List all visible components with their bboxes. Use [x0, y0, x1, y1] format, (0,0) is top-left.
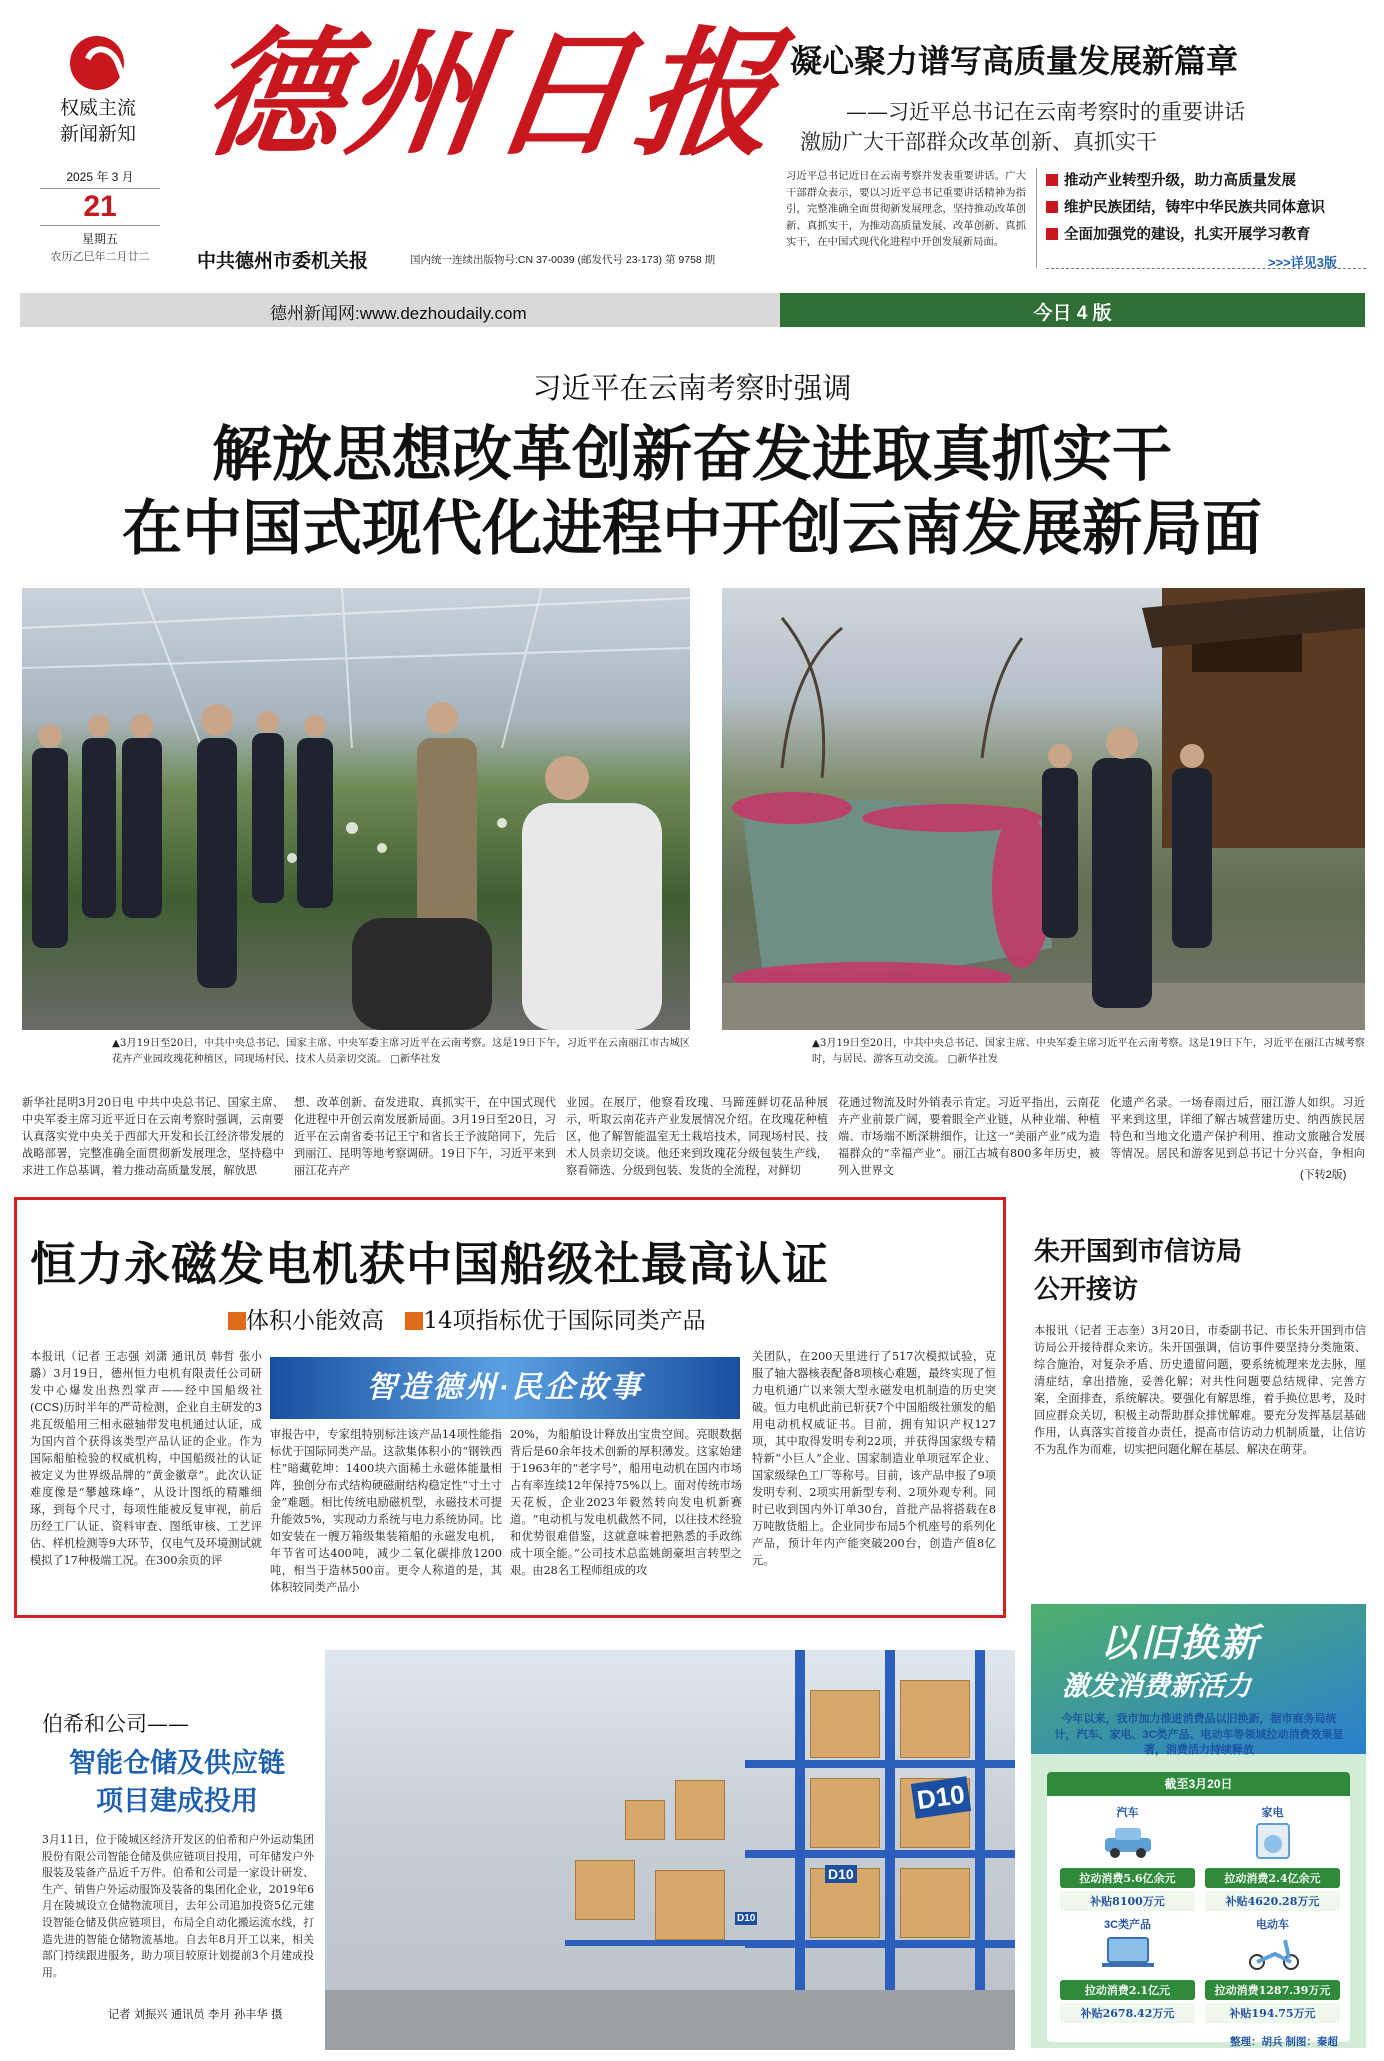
top-story-summary: 习近平总书记近日在云南考察并发表重要讲话。广大干部群众表示，要以习近平总书记重要讲话精神为指引，完整准确全面贯彻新发展理念，坚持推动改革创新、真抓实干，为推动高质量发展、改革创新、真抓实干，在中国式现代化进程中开创发展新局面。	[786, 170, 1026, 248]
see-page-link[interactable]: >>>详见3版	[1268, 255, 1338, 270]
rack-beam	[745, 1940, 1015, 1948]
top-story-sub2: 激励广大干部群众改革创新、真抓实干	[800, 130, 1157, 154]
stat-item-appliance	[1205, 1804, 1340, 1908]
stat-consumption: 拉动消费2.4亿余元	[1205, 1868, 1340, 1888]
greenhouse-photo	[22, 588, 690, 1030]
top-story-bullets	[1046, 168, 1366, 249]
trade-in-subtitle: 激发消费新活力	[1062, 1671, 1251, 1701]
side-story-headline[interactable]	[1034, 1232, 1242, 1308]
stat-item-3c	[1060, 1916, 1195, 2020]
today-pages: 今日 4 版	[1033, 303, 1112, 324]
stat-subsidy: 补贴4620.28万元	[1205, 1891, 1340, 1911]
lead-headline-2[interactable]: 在中国式现代化进程中开创云南发展新局面	[122, 495, 1262, 562]
orange-square-icon	[405, 1312, 423, 1330]
bullet-text: 全面加强党的建设，扎实开展学习教育	[1064, 227, 1311, 243]
crate	[625, 1800, 665, 1840]
deck-text: 14项指标优于国际同类产品	[423, 1308, 706, 1334]
dashed-rule	[1046, 268, 1366, 269]
lead-column-5: 化遗产名录。一场春雨过后，丽江游人如织。习近平来到这里，详细了解古城营建历史、纳西族民居特色和当地文化遗产保护利用、推动文旅融合发展等情况。居民和游客见到总书记十分兴奋，争相向	[1110, 1096, 1365, 1160]
crate	[575, 1860, 635, 1920]
feature-deck	[228, 1302, 706, 1335]
publication-serial: 国内统一连续出版物号:CN 37-0039 (邮发代号 23-173) 第 9758 期	[410, 254, 716, 266]
stat-name: 3C类产品	[1103, 1919, 1152, 1931]
bottom-kicker: 伯希和公司——	[42, 1712, 189, 1736]
crate	[900, 1868, 970, 1938]
crate	[655, 1870, 725, 1940]
issue-day: 21	[40, 188, 160, 226]
trade-in-title: 以旧换新	[1100, 1623, 1261, 1665]
party-organ: 中共德州市委机关报	[197, 251, 369, 272]
warehouse-floor	[325, 1990, 1015, 2050]
side-story-body: 本报讯（记者 王志奎）3月20日，市委副书记、市长朱开国到市信访局公开接待群众来访。朱开国强调，信访事件要坚持分类施策、综合施治，对复杂矛盾、历史遗留问题，要系统梳理来龙去脉，厘清症结，拿出措施，妥善化解；对共性问题要总结规律、完善方案，全面排查，系统解决。要强化有解思维，着手换位思考，及时回应群众关切，积极主动帮助群众排忧解难。要充分发挥基层基础作用，认真落实首接首办责任，提高市信访动力机制质量，让信访不为乱作为而难，切实把问题化解在基层、解决在萌芽。	[1034, 1324, 1366, 1456]
lead-column-3: 业园。在展厅，他察看玫瑰、马蹄莲鲜切花品种展示，听取云南花卉产业发展情况介绍。在玫瑰花种植区，他了解智能温室无土栽培技术，同现场村民、技术人员亲切交谈。他还来到玫瑰花分级包装生产线，察看筛选、分级到包装、发货的全流程，对鲜切	[566, 1096, 828, 1177]
slogan-line: 新闻新知	[59, 124, 136, 145]
issue-weekday: 星期五	[81, 232, 118, 246]
slogan-line: 权威主流	[59, 98, 136, 119]
rack-label: D10	[911, 1776, 971, 1818]
stat-subsidy: 补贴194.75万元	[1205, 2003, 1340, 2023]
crate	[900, 1680, 970, 1758]
bottom-body: 3月11日，位于陵城区经济开发区的伯希和户外运动集团股份有限公司智能仓储及供应链项目投用，可年储发户外服装及装备产品近千万件。伯希和公司是一家设计研发、生产、销售户外运动服饰及装备的集团化企业，2019年6月在陵城设立仓储物流项目，去年公司追加投资5亿元建设智能仓储及供应链项目，布局全自动化搬运流水线，打造先进的智能仓储物流基地。自去年8月开工以来，相关部门持续跟进服务，助力项目较原计划提前3个月建成投用。	[42, 1833, 314, 1979]
deck-text: 体积小能效高	[246, 1308, 384, 1334]
crate	[810, 1778, 880, 1848]
photo-scene	[722, 588, 1365, 1030]
car-icon	[1060, 1820, 1195, 1860]
rack-label: D10	[737, 1913, 756, 1924]
promo-credit: 整理：胡兵 制图：秦超	[1230, 2036, 1338, 2048]
feature-column-4: 关团队，在200天里进行了517次模拟试验，克服了轴大器核表配备8项核心难题，最终实现了恒力电机通广以来领大型永磁发电机制造的历史突破。恒力电机此前已斩获7个中国船级社颁发的船用电动机权威证书。目前，拥有知识产权127项，其中取得发明专利22项，并获得国家级专精特新“小巨人”企业、国家制造业单项冠军企业、国家级绿色工厂等称号。目前，该产品申报了9项发明专利、2项实用新型专利、2项外观专利。同时已收到国内外订单30台，首批产品将搭载在8万吨散货船上。企业同步布局5个机座号的系列化产品，预计年内产能突破200台，创造产值8亿元。	[752, 1350, 996, 1567]
stat-name: 家电	[1261, 1807, 1284, 1819]
caption-text: ▲3月19日至20日，中共中央总书记、国家主席、中央军委主席习近平在云南考察。这是19日下午，习近平在云南丽江市古城区花卉产业园玫瑰花种植区，同现场村民、技术人员亲切交流。	[112, 1038, 690, 1065]
slogan	[52, 96, 144, 148]
issue-year-month: 2025 年 3 月	[66, 170, 134, 184]
red-square-icon	[1046, 174, 1058, 186]
bottom-headline-line: 智能仓储及供应链	[69, 1748, 285, 1778]
rack-label: D10	[825, 1865, 857, 1883]
bullet-text: 维护民族团结，铸牢中华民族共同体意识	[1064, 200, 1325, 216]
side-headline-line: 朱开国到市信访局	[1034, 1236, 1243, 1266]
column-divider	[1036, 168, 1037, 268]
rack-beam	[745, 1760, 1015, 1768]
as-of-date: 截至3月20日	[1047, 1772, 1350, 1796]
feature-banner: 智造德州·民企故事	[270, 1357, 740, 1419]
caption-text: ▲3月19日至20日，中共中央总书记、国家主席、中央军委主席习近平在云南考察。这是19日下午，习近平在丽江古城考察时，与居民、游客互动交流。	[812, 1038, 1365, 1065]
stat-name: 汽车	[1116, 1807, 1139, 1819]
lunar-date: 农历乙巳年二月廿二	[50, 251, 150, 263]
lead-headline-1[interactable]: 解放思想改革创新奋发进取真抓实干	[212, 421, 1172, 488]
feature-column-3: 20%，为船舶设计释放出宝贵空间。亮眼数据背后是60余年技术创新的厚积薄发。这家始建于1963年的“老字号”，船用电动机在国内市场占有率连续12年保持75%以上。面对传统市场天花板，企业2023年毅然转向发电机新赛道。“电动机与发电机截然不同，以往技术经验和优势很难借鉴，这就意味着把熟悉的手政练成十项全能。”公司技术总监姚朗豪坦言转型之艰。由28名工程师组成的攻	[510, 1428, 742, 1577]
photo-caption-2	[812, 1036, 1365, 1080]
bottom-credit: 记者 刘振兴 通讯员 李月 孙丰华 摄	[108, 2008, 283, 2021]
bullet-item[interactable]	[1046, 222, 1366, 249]
bullet-item[interactable]	[1046, 168, 1366, 195]
bottom-headline-line: 项目建成投用	[96, 1786, 258, 1816]
orange-square-icon	[228, 1312, 246, 1330]
bullet-item[interactable]	[1046, 195, 1366, 222]
warehouse-photo	[325, 1650, 1015, 2050]
red-square-icon	[1046, 228, 1058, 240]
stat-consumption: 拉动消费1287.39万元	[1205, 1980, 1340, 2000]
stat-subsidy: 补贴8100万元	[1060, 1891, 1195, 1911]
laptop-icon	[1060, 1932, 1195, 1972]
website-url[interactable]: 德州新闻网:www.dezhoudaily.com	[270, 304, 527, 323]
photo-credit: □新华社发	[947, 1054, 999, 1065]
lead-column-1: 新华社昆明3月20日电 中共中央总书记、国家主席、中央军委主席习近平近日在云南考察时强调，云南要认真落实党中央关于西部大开发和长江经济带发展的战略部署，完整准确全面贯彻新发展理念，坚持稳中求进工作总基调，着力推动高质量发展，解放思	[22, 1096, 284, 1177]
stat-consumption: 拉动消费5.6亿余元	[1060, 1868, 1195, 1888]
scooter-icon	[1205, 1932, 1340, 1972]
crate	[675, 1780, 725, 1840]
photo-caption-1	[112, 1036, 690, 1080]
bottom-headline[interactable]	[42, 1744, 312, 1820]
top-story-sub1: ——习近平总书记在云南考察时的重要讲话	[846, 100, 1245, 124]
trade-in-intro: 今年以来，我市加力推进消费品以旧换新，据市商务局统计，汽车、家电、3C类产品、电动车等领域拉动消费效果显著，消费活力持续释放	[1054, 1713, 1344, 1756]
stat-item-ebike	[1205, 1916, 1340, 2020]
rack-beam	[745, 1850, 1015, 1858]
lead-column-4: 花通过物流及时外销表示肯定。习近平指出，云南花卉产业前景广阔，要着眼全产业链，从种业端、种植端、市场端不断深耕细作，让这一“美丽产业”成为造福群众的“幸福产业”。丽江古城有800多年历史，被列入世界文	[838, 1096, 1100, 1177]
stat-consumption: 拉动消费2.1亿元	[1060, 1980, 1195, 2000]
feature-column-2: 审报告中，专家组特别标注该产品14项性能指标优于国际同类产品。这款集体积小的“钢铁西柱”暗藏乾坤：1400块六面稀土永磁体能量相阵，独创分布式结构硬磁耐结构稳定性“寸土寸金”难题。相比传统电励磁机型，永磁技术可提升能效5%，实现动力系统与电力系统协同。比如安装在一艘万箱级集装箱船的永磁发电机，年节省可达400吨，减少二氧化碳排放1200吨，相当于造林500亩。更令人称道的是，其体积较同类产品小	[270, 1428, 502, 1594]
feature-headline[interactable]: 恒力永磁发电机获中国船级社最高认证	[30, 1237, 829, 1291]
stat-name: 电动车	[1256, 1919, 1289, 1931]
photo-scene	[22, 588, 690, 1030]
ancient-town-photo	[722, 588, 1365, 1030]
feature-column-1: 本报讯（记者 王志强 刘潇 通讯员 韩哲 张小璐）3月19日，德州恒力电机有限责任公司研发中心爆发出热烈掌声——经中国船级社(CCS)历时半年的严苛检测，企业自主研发的3兆瓦级船用三相永磁轴带发电机通过认证，成为国内首个获得该类型产品认证的企业。作为国际船舶检验的权威机构，中国船级社的认证被定义为世界级品牌的“黄金徽章”。此次认证难度像是“攀越珠峰”，从设计图纸的精雕细琢，到每个尺寸，每项性能被反复审视，前后历经工厂认证、资料审查、图纸审核、工艺评估、样机检测等9大环节，仅电气及环境测试就模拟了17种极端工况。在300余页的评	[30, 1350, 262, 1567]
top-story-headline[interactable]: 凝心聚力谱写高质量发展新篇章	[790, 43, 1239, 79]
red-square-icon	[1046, 201, 1058, 213]
stat-item-car	[1060, 1804, 1195, 1908]
side-headline-line: 公开接访	[1034, 1274, 1139, 1304]
masthead-title: 德州日报	[193, 12, 793, 175]
continued-link[interactable]: (下转2版)	[1300, 1169, 1347, 1181]
washing-machine-icon	[1205, 1820, 1340, 1860]
crate	[810, 1690, 880, 1758]
photo-credit: □新华社发	[390, 1054, 441, 1065]
lead-column-2: 想、改革创新、奋发进取、真抓实干，在中国式现代化进程中开创云南发展新局面。3月19日至20日，习近平在云南省委书记王宁和省长王予波陪同下，先后到丽江、昆明等地考察调研。19日下午，习近平来到丽江花卉产	[294, 1096, 556, 1177]
newspaper-logo-icon	[70, 36, 124, 90]
rack-beam	[565, 1940, 765, 1946]
stat-subsidy: 补贴2678.42万元	[1060, 2003, 1195, 2023]
lead-kicker: 习近平在云南考察时强调	[532, 371, 852, 405]
bullet-text: 推动产业转型升级，助力高质量发展	[1064, 173, 1296, 189]
